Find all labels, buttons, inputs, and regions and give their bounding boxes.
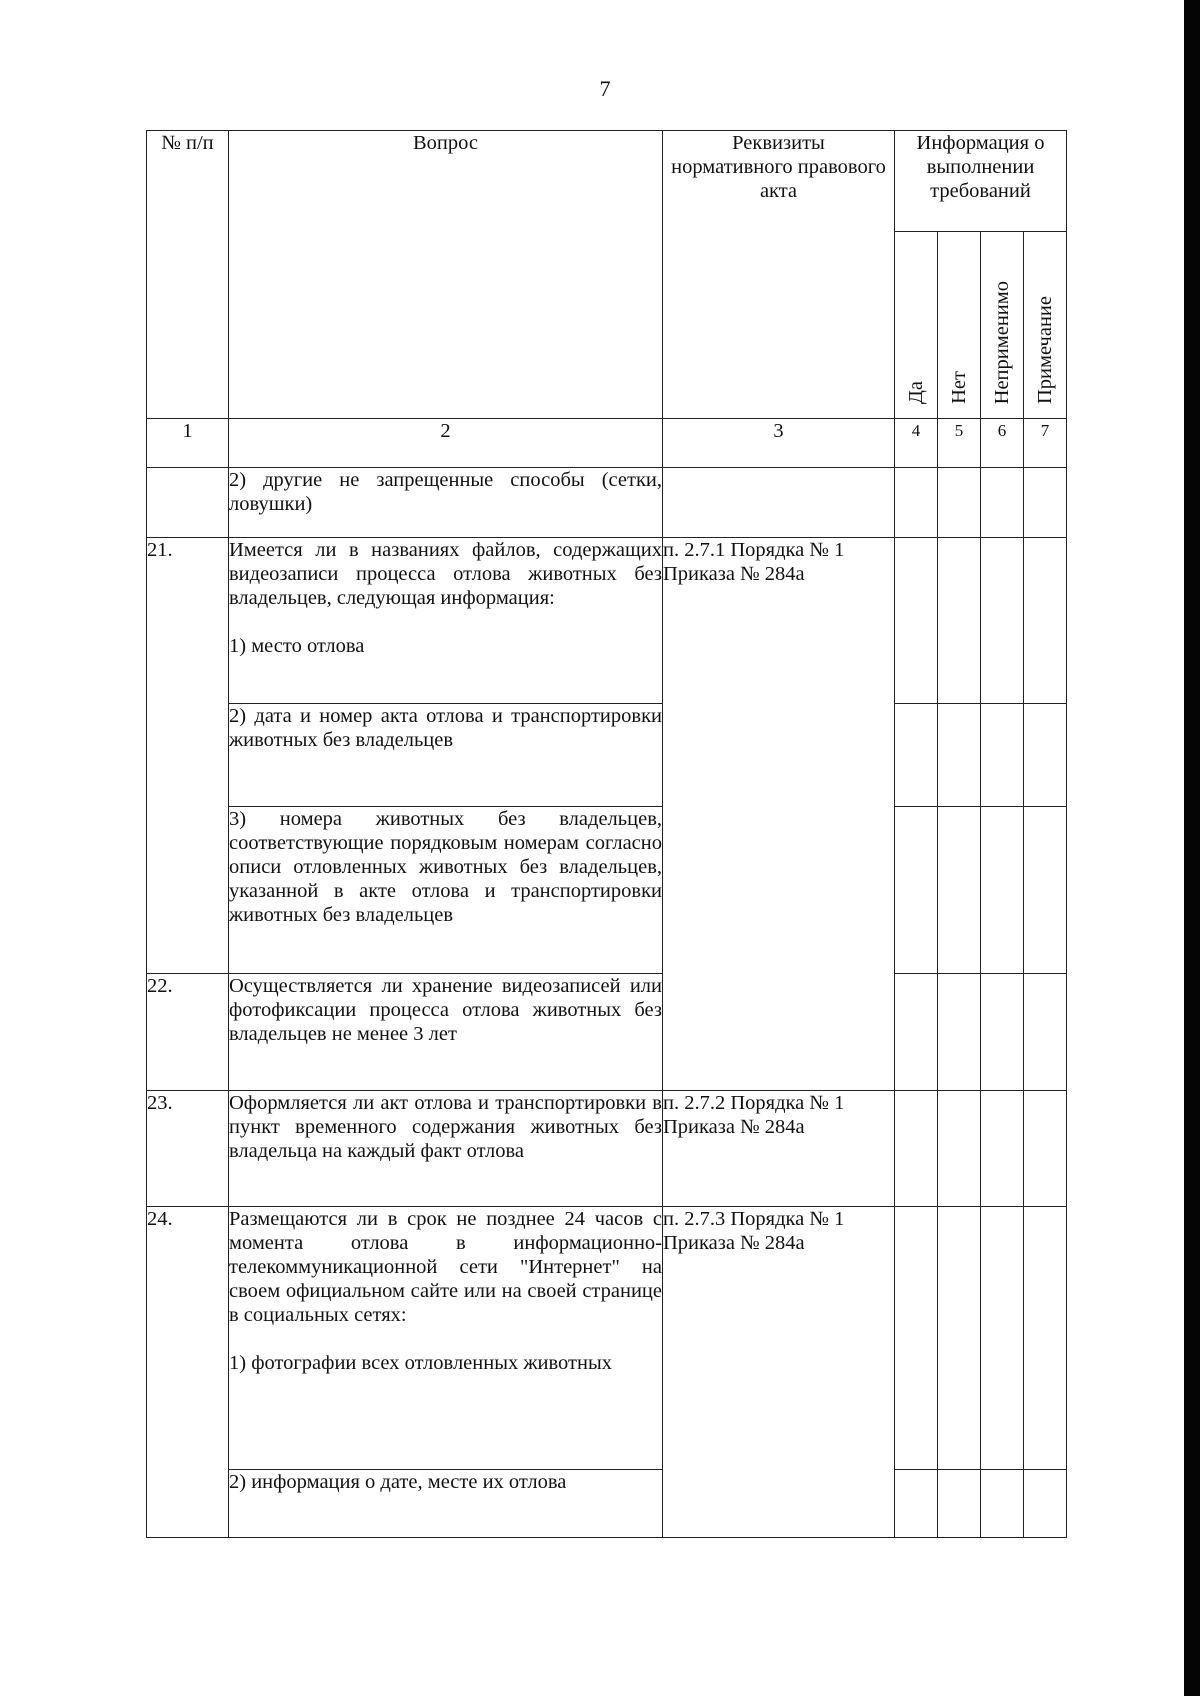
table-row bbox=[147, 704, 1067, 807]
answer-na-cell[interactable] bbox=[981, 468, 1024, 538]
answer-yes-cell[interactable] bbox=[895, 1207, 938, 1470]
answer-note-cell[interactable] bbox=[1024, 1470, 1067, 1538]
answer-no-cell[interactable] bbox=[938, 1207, 981, 1470]
answer-note-cell[interactable] bbox=[1024, 974, 1067, 1091]
header-yes: Да bbox=[895, 232, 938, 419]
column-number: 4 bbox=[895, 419, 938, 468]
checklist-table bbox=[146, 130, 1067, 1538]
row-number: 23. bbox=[147, 1091, 229, 1207]
header-num: № п/п bbox=[147, 131, 229, 419]
question-cell: 2) другие не запрещенные способы (сетки, ловушки) bbox=[229, 468, 663, 538]
answer-na-cell[interactable] bbox=[981, 1470, 1024, 1538]
requisites-cell: п. 2.7.2 Порядка № 1 Приказа № 284а bbox=[663, 1091, 895, 1207]
question-cell: 2) информация о дате, месте их отлова bbox=[229, 1470, 663, 1538]
answer-no-cell[interactable] bbox=[938, 1470, 981, 1538]
table-row bbox=[147, 538, 1067, 704]
answer-na-cell[interactable] bbox=[981, 704, 1024, 807]
answer-note-cell[interactable] bbox=[1024, 468, 1067, 538]
answer-yes-cell[interactable] bbox=[895, 704, 938, 807]
column-number: 7 bbox=[1024, 419, 1067, 468]
answer-note-cell[interactable] bbox=[1024, 807, 1067, 974]
header-requisites: Реквизиты нормативного правового акта bbox=[663, 131, 895, 419]
table-row bbox=[147, 807, 1067, 974]
row-number: 22. bbox=[147, 974, 229, 1091]
answer-yes-cell[interactable] bbox=[895, 974, 938, 1091]
table-row bbox=[147, 1091, 1067, 1207]
question-cell bbox=[229, 538, 663, 704]
column-number-row bbox=[147, 419, 1067, 468]
answer-no-cell[interactable] bbox=[938, 807, 981, 974]
answer-note-cell[interactable] bbox=[1024, 1091, 1067, 1207]
table-row bbox=[147, 468, 1067, 538]
answer-yes-cell[interactable] bbox=[895, 807, 938, 974]
row-number: 24. bbox=[147, 1207, 229, 1538]
answer-no-cell[interactable] bbox=[938, 538, 981, 704]
answer-yes-cell[interactable] bbox=[895, 538, 938, 704]
header-info-group: Информация о выполнении требований bbox=[895, 131, 1067, 232]
requisites-cell: п. 2.7.1 Порядка № 1 Приказа № 284а bbox=[663, 538, 895, 1091]
column-number: 3 bbox=[663, 419, 895, 468]
answer-yes-cell[interactable] bbox=[895, 1091, 938, 1207]
column-number: 2 bbox=[229, 419, 663, 468]
question-cell bbox=[229, 1207, 663, 1470]
requisites-cell: п. 2.7.3 Порядка № 1 Приказа № 284а bbox=[663, 1207, 895, 1538]
column-number: 1 bbox=[147, 419, 229, 468]
answer-note-cell[interactable] bbox=[1024, 538, 1067, 704]
table-row bbox=[147, 1470, 1067, 1538]
header-question: Вопрос bbox=[229, 131, 663, 419]
answer-note-cell[interactable] bbox=[1024, 1207, 1067, 1470]
header-note: Примечание bbox=[1024, 232, 1067, 419]
question-cell: 2) дата и номер акта отлова и транспортировки животных без владельцев bbox=[229, 704, 663, 807]
question-item: 1) фотографии всех отловленных животных bbox=[229, 1352, 612, 1374]
answer-na-cell[interactable] bbox=[981, 974, 1024, 1091]
requisites-cell bbox=[663, 468, 895, 538]
answer-na-cell[interactable] bbox=[981, 538, 1024, 704]
header-no: Нет bbox=[938, 232, 981, 419]
answer-na-cell[interactable] bbox=[981, 1091, 1024, 1207]
scan-edge-shadow bbox=[1184, 0, 1200, 1696]
answer-yes-cell[interactable] bbox=[895, 468, 938, 538]
answer-no-cell[interactable] bbox=[938, 974, 981, 1091]
answer-no-cell[interactable] bbox=[938, 468, 981, 538]
header-not-applicable: Неприменимо bbox=[981, 232, 1024, 419]
table-row bbox=[147, 1207, 1067, 1470]
table-row bbox=[147, 974, 1067, 1091]
answer-no-cell[interactable] bbox=[938, 1091, 981, 1207]
question-cell: 3) номера животных без владельцев, соответствующие порядковым номерам согласно описи отловленных животных без владельцев, указанной в акте отлова и транспортировки животных без владельцев bbox=[229, 807, 663, 974]
question-cell: Оформляется ли акт отлова и транспортировки в пункт временного содержания животных без владельца на каждый факт отлова bbox=[229, 1091, 663, 1207]
answer-note-cell[interactable] bbox=[1024, 704, 1067, 807]
page-number: 7 bbox=[599, 76, 611, 101]
answer-yes-cell[interactable] bbox=[895, 1470, 938, 1538]
question-text: Размещаются ли в срок не позднее 24 часов с момента отлова в информационно-телекоммуникационной сети "Интернет" на своем официальном сайте или на своей странице в социальных сетях: bbox=[229, 1208, 662, 1326]
answer-na-cell[interactable] bbox=[981, 807, 1024, 974]
question-item: 1) место отлова bbox=[229, 635, 365, 657]
column-number: 5 bbox=[938, 419, 981, 468]
question-text: Имеется ли в названиях файлов, содержащих видеозаписи процесса отлова животных без владельцев, следующая информация: bbox=[229, 539, 662, 609]
column-number: 6 bbox=[981, 419, 1024, 468]
row-number: 21. bbox=[147, 538, 229, 974]
row-number bbox=[147, 468, 229, 538]
answer-na-cell[interactable] bbox=[981, 1207, 1024, 1470]
question-cell: Осуществляется ли хранение видеозаписей или фотофиксации процесса отлова животных без владельцев не менее 3 лет bbox=[229, 974, 663, 1091]
answer-no-cell[interactable] bbox=[938, 704, 981, 807]
header-row-top bbox=[147, 131, 1067, 232]
